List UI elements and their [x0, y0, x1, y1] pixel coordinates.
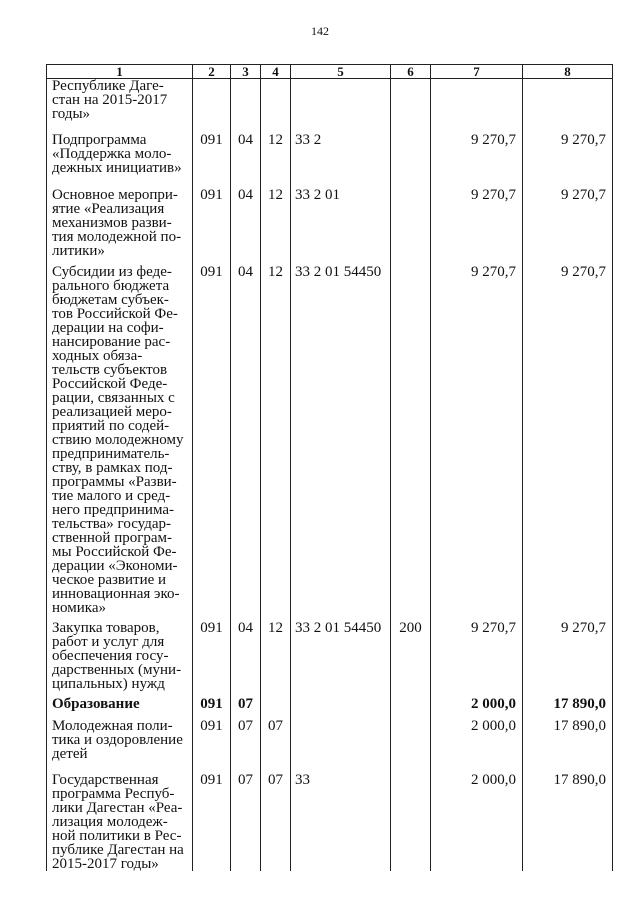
amount-cell [523, 79, 613, 127]
code-cell: 12 [261, 615, 291, 691]
table-row [47, 767, 613, 871]
table-row [47, 259, 613, 615]
target-article-cell [291, 691, 391, 713]
code-cell: 091 [193, 713, 231, 767]
expense-type-cell [391, 713, 431, 767]
amount-cell: 2 000,0 [431, 767, 523, 871]
row-name-cell: Основное меропри- ятие «Реализация механизмов разви- тия молодежной по- литики» [47, 182, 193, 259]
expense-type-cell [391, 182, 431, 259]
target-article-cell: 33 2 01 54450 [291, 615, 391, 691]
code-cell: 091 [193, 691, 231, 713]
code-cell: 04 [231, 182, 261, 259]
code-cell: 04 [231, 127, 261, 182]
code-cell [261, 79, 291, 127]
code-cell: 091 [193, 182, 231, 259]
code-cell: 07 [231, 691, 261, 713]
expense-type-cell [391, 259, 431, 615]
row-name-cell: Подпрограмма «Поддержка моло- дежных инициатив» [47, 127, 193, 182]
code-cell: 04 [231, 615, 261, 691]
amount-cell: 17 890,0 [523, 691, 613, 713]
header-cell: 1 [47, 65, 193, 79]
expense-type-cell [391, 767, 431, 871]
amount-cell: 17 890,0 [523, 767, 613, 871]
expense-type-cell: 200 [391, 615, 431, 691]
amount-cell: 9 270,7 [431, 127, 523, 182]
table-row [47, 691, 613, 713]
code-cell: 091 [193, 259, 231, 615]
page-number: 142 [311, 24, 329, 38]
amount-cell: 9 270,7 [431, 259, 523, 615]
amount-cell [431, 79, 523, 127]
header-cell: 4 [261, 65, 291, 79]
row-name-cell: Образование [47, 691, 193, 713]
budget-table [46, 64, 613, 871]
code-cell: 07 [261, 767, 291, 871]
header-cell: 8 [523, 65, 613, 79]
target-article-cell: 33 2 01 [291, 182, 391, 259]
table-row [47, 127, 613, 182]
amount-cell: 9 270,7 [523, 127, 613, 182]
table-row [47, 713, 613, 767]
table-row [47, 79, 613, 127]
expense-type-cell [391, 691, 431, 713]
code-cell: 12 [261, 182, 291, 259]
code-cell: 091 [193, 767, 231, 871]
row-name-cell: Субсидии из феде- рального бюджета бюджетам субъек- тов Российской Фе- дерации на софи- нансирование рас- ходных обяза- тельств субъектов Российской Феде- рации, связанных с реализацией меро- приятий по содей- ствию молодежному предприниматель- ству, в рамках под- программы «Разви- тие малого и сред- него предпринима- тельства» государ- ственной програм- мы Российской Фе- дерации «Экономи- ческое развитие и инновационная эко- номика» [47, 259, 193, 615]
code-cell [193, 79, 231, 127]
header-cell: 7 [431, 65, 523, 79]
amount-cell: 9 270,7 [523, 182, 613, 259]
row-name-cell: Молодежная поли- тика и оздоровление детей [47, 713, 193, 767]
code-cell [261, 691, 291, 713]
row-name-cell: Государственная программа Респуб- лики Дагестан «Реа- лизация молодеж- ной политики в Рес- публике Дагестан на 2015-2017 годы» [47, 767, 193, 871]
code-cell: 04 [231, 259, 261, 615]
table-row [47, 182, 613, 259]
target-article-cell: 33 [291, 767, 391, 871]
target-article-cell [291, 79, 391, 127]
header-cell: 2 [193, 65, 231, 79]
header-row [47, 65, 613, 79]
amount-cell: 2 000,0 [431, 691, 523, 713]
amount-cell: 9 270,7 [523, 259, 613, 615]
row-name-cell: Республике Даге- стан на 2015-2017 годы» [47, 79, 193, 127]
amount-cell: 9 270,7 [431, 182, 523, 259]
target-article-cell: 33 2 01 54450 [291, 259, 391, 615]
code-cell [231, 79, 261, 127]
amount-cell: 9 270,7 [431, 615, 523, 691]
code-cell: 12 [261, 259, 291, 615]
row-name-cell: Закупка товаров, работ и услуг для обеспечения госу- дарственных (муни- ципальных) нужд [47, 615, 193, 691]
code-cell: 12 [261, 127, 291, 182]
code-cell: 091 [193, 615, 231, 691]
header-cell: 5 [291, 65, 391, 79]
code-cell: 07 [261, 713, 291, 767]
amount-cell: 9 270,7 [523, 615, 613, 691]
code-cell: 091 [193, 127, 231, 182]
header-cell: 3 [231, 65, 261, 79]
expense-type-cell [391, 79, 431, 127]
amount-cell: 17 890,0 [523, 713, 613, 767]
amount-cell: 2 000,0 [431, 713, 523, 767]
code-cell: 07 [231, 767, 261, 871]
target-article-cell [291, 713, 391, 767]
expense-type-cell [391, 127, 431, 182]
target-article-cell: 33 2 [291, 127, 391, 182]
table-row [47, 615, 613, 691]
code-cell: 07 [231, 713, 261, 767]
header-cell: 6 [391, 65, 431, 79]
